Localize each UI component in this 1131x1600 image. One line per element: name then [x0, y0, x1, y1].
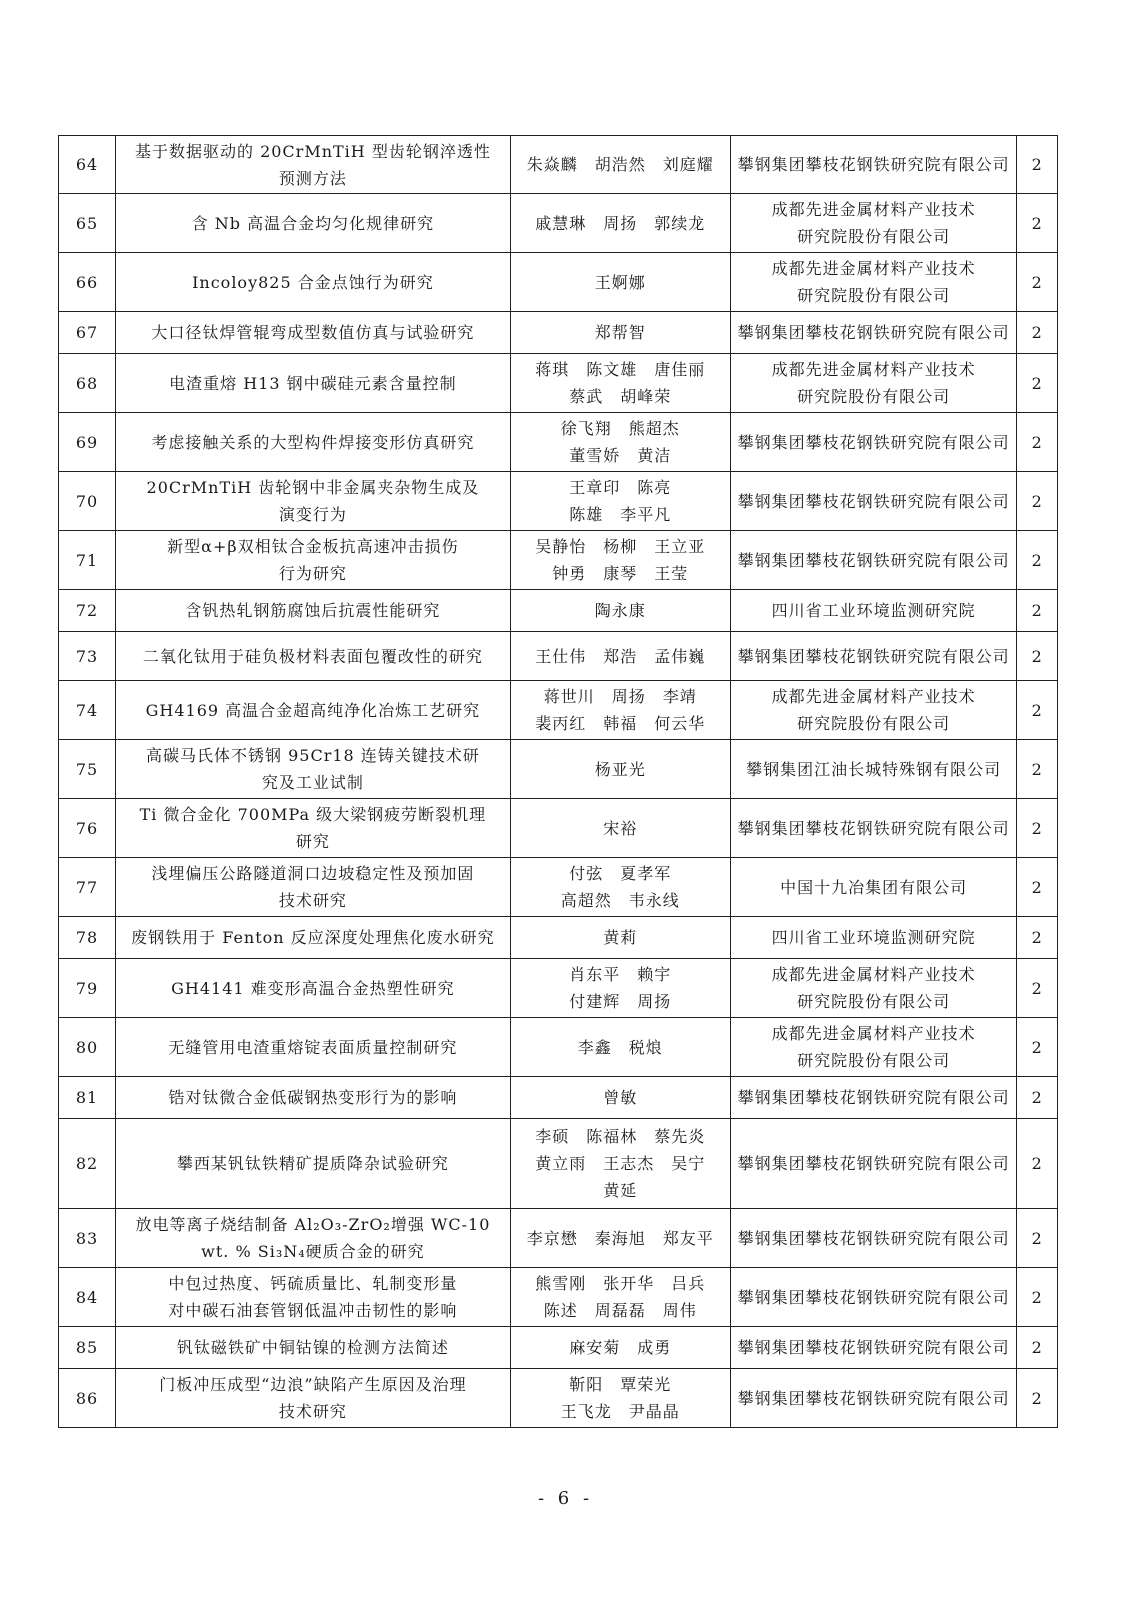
- paper-title: [116, 740, 511, 799]
- authors-line: 李鑫 税烺: [577, 1037, 663, 1057]
- paper-title-line: 无缝管用电渣重熔锭表面质量控制研究: [168, 1037, 458, 1057]
- organization: [730, 1018, 1017, 1077]
- authors-line: 宋裕: [603, 818, 638, 838]
- authors-line: 杨亚光: [594, 759, 646, 779]
- table-row: [59, 1209, 1058, 1268]
- authors-line: 王婀娜: [594, 272, 646, 292]
- table-row: [59, 472, 1058, 531]
- row-number: 82: [59, 1119, 116, 1209]
- row-number: 74: [59, 681, 116, 740]
- authors-line: 陈雄 李平凡: [569, 505, 672, 524]
- paper-title-line: 新型α+β双相钛合金板抗高速冲击损伤: [167, 537, 459, 556]
- organization-line: 攀钢集团攀枝花钢铁研究院有限公司: [737, 323, 1010, 342]
- paper-title-line: 基于数据驱动的 20CrMnTiH 型齿轮钢淬透性: [134, 141, 491, 161]
- row-number: 77: [59, 858, 116, 917]
- organization-line: 四川省工业环境监测研究院: [771, 928, 976, 947]
- organization-line: 攀钢集团攀枝花钢铁研究院有限公司: [737, 155, 1010, 174]
- authors: [510, 1119, 730, 1209]
- authors-line: 戚慧琳 周扬 郭续龙: [535, 213, 706, 233]
- paper-title: [116, 681, 511, 740]
- table-row: [59, 1077, 1058, 1119]
- table-row: [59, 858, 1058, 917]
- authors-line: 李硕 陈福林 蔡先炎: [535, 1127, 706, 1146]
- paper-title-line: 行为研究: [278, 564, 347, 583]
- paper-title-line: 预测方法: [278, 168, 347, 188]
- table-row: [59, 413, 1058, 472]
- organization-line: 攀钢集团攀枝花钢铁研究院有限公司: [737, 646, 1010, 666]
- authors: [510, 1268, 730, 1327]
- award-level: 2: [1017, 253, 1058, 312]
- paper-title-line: 电渣重熔 H13 钢中碳硅元素含量控制: [169, 373, 457, 393]
- authors-line: 蒋琪 陈文雄 唐佳丽: [535, 360, 706, 379]
- organization-line: 攀钢集团攀枝花钢铁研究院有限公司: [737, 1088, 1010, 1107]
- paper-title-line: Ti 微合金化 700MPa 级大梁钢疲劳断裂机理: [139, 805, 487, 824]
- table-row: [59, 312, 1058, 354]
- award-level: 2: [1017, 917, 1058, 959]
- organization-line: 攀钢集团攀枝花钢铁研究院有限公司: [737, 432, 1010, 452]
- organization: [730, 1077, 1017, 1119]
- row-number: 68: [59, 354, 116, 413]
- paper-title-line: GH4141 难变形高温合金热塑性研究: [171, 978, 455, 998]
- award-level: 2: [1017, 472, 1058, 531]
- authors-line: 蒋世川 周扬 李靖: [543, 687, 697, 706]
- paper-title: [116, 354, 511, 413]
- row-number: 85: [59, 1327, 116, 1369]
- organization-line: 成都先进金属材料产业技术: [771, 259, 976, 278]
- row-number: 76: [59, 799, 116, 858]
- paper-title-line: 废钢铁用于 Fenton 反应深度处理焦化废水研究: [131, 928, 495, 947]
- award-level: 2: [1017, 1369, 1058, 1428]
- organization-line: 研究院股份有限公司: [797, 992, 951, 1011]
- organization: [730, 917, 1017, 959]
- table-row: [59, 740, 1058, 799]
- organization-line: 攀钢集团攀枝花钢铁研究院有限公司: [737, 491, 1010, 511]
- paper-title: [116, 590, 511, 632]
- paper-title: [116, 917, 511, 959]
- paper-title: [116, 959, 511, 1018]
- paper-title: [116, 194, 511, 253]
- organization: [730, 799, 1017, 858]
- paper-title-line: 高碳马氏体不锈钢 95Cr18 连铸关键技术研: [146, 746, 480, 765]
- authors: [510, 136, 730, 194]
- authors-line: 郑帮智: [594, 323, 646, 342]
- table-row: [59, 681, 1058, 740]
- organization-line: 攀钢集团攀枝花钢铁研究院有限公司: [737, 550, 1010, 570]
- organization-line: 四川省工业环境监测研究院: [771, 601, 976, 620]
- row-number: 80: [59, 1018, 116, 1077]
- authors-line: 靳阳 覃荣光: [569, 1375, 672, 1394]
- authors-line: 麻安菊 成勇: [569, 1338, 672, 1357]
- authors: [510, 253, 730, 312]
- organization: [730, 472, 1017, 531]
- award-level: 2: [1017, 354, 1058, 413]
- paper-title-line: 技术研究: [278, 891, 347, 910]
- paper-title: [116, 253, 511, 312]
- award-level: 2: [1017, 681, 1058, 740]
- table-row: [59, 632, 1058, 681]
- authors: [510, 1077, 730, 1119]
- authors: [510, 1209, 730, 1268]
- authors-line: 朱焱麟 胡浩然 刘庭耀: [526, 155, 714, 174]
- authors-line: 高超然 韦永线: [560, 891, 680, 910]
- row-number: 66: [59, 253, 116, 312]
- row-number: 70: [59, 472, 116, 531]
- table-row: [59, 1327, 1058, 1369]
- paper-title-line: wt. % Si₃N₄硬质合金的研究: [201, 1242, 425, 1261]
- organization-line: 攀钢集团攀枝花钢铁研究院有限公司: [737, 1154, 1010, 1173]
- paper-title-line: 考虑接触关系的大型构件焊接变形仿真研究: [151, 432, 475, 452]
- organization: [730, 681, 1017, 740]
- organization-line: 研究院股份有限公司: [797, 1051, 951, 1070]
- authors-line: 王仕伟 郑浩 孟伟巍: [535, 646, 706, 666]
- organization-line: 成都先进金属材料产业技术: [771, 200, 976, 219]
- authors: [510, 1327, 730, 1369]
- table-row: [59, 590, 1058, 632]
- organization: [730, 531, 1017, 590]
- paper-title: [116, 531, 511, 590]
- row-number: 78: [59, 917, 116, 959]
- organization-line: 成都先进金属材料产业技术: [771, 1024, 976, 1043]
- authors-line: 徐飞翔 熊超杰: [560, 419, 680, 438]
- authors-line: 陈述 周磊磊 周伟: [543, 1301, 697, 1320]
- organization-line: 攀钢集团攀枝花钢铁研究院有限公司: [737, 1287, 1010, 1307]
- organization: [730, 1369, 1017, 1428]
- authors-line: 蔡武 胡峰荣: [569, 387, 672, 406]
- table-row: [59, 253, 1058, 312]
- authors: [510, 590, 730, 632]
- organization-line: 研究院股份有限公司: [797, 286, 951, 305]
- authors: [510, 1369, 730, 1428]
- authors: [510, 681, 730, 740]
- organization-line: 研究院股份有限公司: [797, 714, 951, 733]
- organization: [730, 1119, 1017, 1209]
- authors-line: 王章印 陈亮: [569, 478, 672, 497]
- organization: [730, 959, 1017, 1018]
- authors-line: 董雪娇 黄洁: [569, 446, 672, 465]
- authors: [510, 312, 730, 354]
- paper-title-line: 浅埋偏压公路隧道洞口边坡稳定性及预加固: [151, 864, 475, 883]
- row-number: 72: [59, 590, 116, 632]
- organization-line: 攀钢集团攀枝花钢铁研究院有限公司: [737, 1338, 1010, 1357]
- paper-title-line: 技术研究: [278, 1402, 347, 1421]
- row-number: 65: [59, 194, 116, 253]
- organization: [730, 194, 1017, 253]
- award-level: 2: [1017, 799, 1058, 858]
- organization-line: 中国十九冶集团有限公司: [780, 877, 968, 897]
- row-number: 75: [59, 740, 116, 799]
- authors-line: 李京懋 秦海旭 郑友平: [526, 1228, 714, 1248]
- table-row: [59, 531, 1058, 590]
- organization: [730, 590, 1017, 632]
- paper-title-line: 对中碳石油套管钢低温冲击韧性的影响: [168, 1301, 458, 1320]
- award-level: 2: [1017, 959, 1058, 1018]
- organization: [730, 354, 1017, 413]
- paper-title-line: 二氧化钛用于硅负极材料表面包覆改性的研究: [142, 646, 483, 666]
- organization-line: 成都先进金属材料产业技术: [771, 965, 976, 984]
- authors-line: 钟勇 康琴 王莹: [552, 564, 689, 583]
- award-level: 2: [1017, 1209, 1058, 1268]
- table-row: [59, 799, 1058, 858]
- authors: [510, 472, 730, 531]
- table-row: [59, 136, 1058, 194]
- row-number: 73: [59, 632, 116, 681]
- authors: [510, 917, 730, 959]
- paper-title: [116, 136, 511, 194]
- paper-title: [116, 1018, 511, 1077]
- paper-title-line: 20CrMnTiH 齿轮钢中非金属夹杂物生成及: [146, 478, 480, 497]
- paper-title-line: 中包过热度、钙硫质量比、轧制变形量: [168, 1274, 458, 1293]
- organization: [730, 253, 1017, 312]
- organization: [730, 740, 1017, 799]
- paper-title-line: 放电等离子烧结制备 Al₂O₃-ZrO₂增强 WC-10: [135, 1215, 491, 1234]
- authors-line: 付建辉 周扬: [569, 992, 672, 1011]
- row-number: 86: [59, 1369, 116, 1428]
- paper-title-line: 究及工业试制: [261, 773, 364, 792]
- organization-line: 攀钢集团攀枝花钢铁研究院有限公司: [737, 818, 1010, 838]
- award-table-body: [59, 136, 1058, 1428]
- organization: [730, 312, 1017, 354]
- authors: [510, 354, 730, 413]
- table-row: [59, 1119, 1058, 1209]
- award-level: 2: [1017, 136, 1058, 194]
- paper-title-line: 门板冲压成型“边浪”缺陷产生原因及治理: [159, 1375, 467, 1394]
- table-row: [59, 1018, 1058, 1077]
- paper-title: [116, 1077, 511, 1119]
- authors: [510, 632, 730, 681]
- authors: [510, 858, 730, 917]
- paper-title: [116, 1119, 511, 1209]
- authors: [510, 194, 730, 253]
- organization: [730, 413, 1017, 472]
- authors-line: 黄莉: [603, 928, 638, 947]
- organization-line: 研究院股份有限公司: [797, 387, 951, 406]
- authors: [510, 740, 730, 799]
- award-level: 2: [1017, 1077, 1058, 1119]
- paper-title: [116, 1327, 511, 1369]
- authors-line: 曾敏: [603, 1088, 638, 1107]
- organization: [730, 1327, 1017, 1369]
- authors-line: 陶永康: [594, 601, 646, 620]
- authors-line: 熊雪刚 张开华 吕兵: [535, 1274, 706, 1293]
- paper-title: [116, 632, 511, 681]
- paper-title-line: 研究: [295, 832, 330, 851]
- organization-line: 研究院股份有限公司: [797, 227, 951, 246]
- organization: [730, 1268, 1017, 1327]
- award-level: 2: [1017, 312, 1058, 354]
- authors: [510, 959, 730, 1018]
- paper-title: [116, 858, 511, 917]
- paper-title-line: 攀西某钒钛铁精矿提质降杂试验研究: [176, 1154, 449, 1173]
- organization-line: 攀钢集团江油长城特殊钢有限公司: [746, 759, 1002, 779]
- organization-line: 攀钢集团攀枝花钢铁研究院有限公司: [737, 1388, 1010, 1408]
- paper-title-line: 大口径钛焊管辊弯成型数值仿真与试验研究: [151, 323, 475, 342]
- row-number: 71: [59, 531, 116, 590]
- table-row: [59, 917, 1058, 959]
- organization: [730, 136, 1017, 194]
- award-level: 2: [1017, 858, 1058, 917]
- table-row: [59, 1268, 1058, 1327]
- authors-line: 肖东平 赖宇: [569, 965, 672, 984]
- paper-title: [116, 1268, 511, 1327]
- table-row: [59, 1369, 1058, 1428]
- authors-line: 黄延: [603, 1181, 638, 1200]
- authors-line: 王飞龙 尹晶晶: [560, 1402, 680, 1421]
- award-level: 2: [1017, 531, 1058, 590]
- authors: [510, 799, 730, 858]
- paper-title-line: 演变行为: [278, 505, 347, 524]
- organization-line: 攀钢集团攀枝花钢铁研究院有限公司: [737, 1228, 1010, 1248]
- organization-line: 成都先进金属材料产业技术: [771, 360, 976, 379]
- table-row: [59, 354, 1058, 413]
- paper-title-line: Incoloy825 合金点蚀行为研究: [192, 272, 434, 292]
- authors-line: 黄立雨 王志杰 吴宁: [535, 1154, 706, 1173]
- paper-title-line: GH4169 高温合金超高纯净化冶炼工艺研究: [145, 700, 481, 720]
- row-number: 64: [59, 136, 116, 194]
- table-row: [59, 959, 1058, 1018]
- authors-line: 裴丙红 韩福 何云华: [535, 714, 706, 733]
- award-level: 2: [1017, 194, 1058, 253]
- authors: [510, 413, 730, 472]
- authors: [510, 1018, 730, 1077]
- paper-title-line: 含 Nb 高温合金均匀化规律研究: [191, 213, 435, 233]
- row-number: 83: [59, 1209, 116, 1268]
- award-level: 2: [1017, 1018, 1058, 1077]
- award-level: 2: [1017, 590, 1058, 632]
- row-number: 67: [59, 312, 116, 354]
- table-row: [59, 194, 1058, 253]
- paper-title: [116, 1209, 511, 1268]
- organization: [730, 1209, 1017, 1268]
- page-number: - 6 -: [537, 1488, 594, 1509]
- award-level: 2: [1017, 1268, 1058, 1327]
- row-number: 81: [59, 1077, 116, 1119]
- award-level: 2: [1017, 1327, 1058, 1369]
- row-number: 79: [59, 959, 116, 1018]
- organization: [730, 858, 1017, 917]
- award-level: 2: [1017, 1119, 1058, 1209]
- award-level: 2: [1017, 740, 1058, 799]
- authors-line: 吴静怡 杨柳 王立亚: [535, 537, 706, 556]
- paper-title-line: 钒钛磁铁矿中铜钴镍的检测方法简述: [176, 1338, 449, 1357]
- award-level: 2: [1017, 632, 1058, 681]
- authors: [510, 531, 730, 590]
- organization-line: 成都先进金属材料产业技术: [771, 687, 976, 706]
- paper-title-line: 锆对钛微合金低碳钢热变形行为的影响: [168, 1088, 458, 1107]
- row-number: 84: [59, 1268, 116, 1327]
- award-level: 2: [1017, 413, 1058, 472]
- authors-line: 付弦 夏孝军: [569, 864, 672, 883]
- row-number: 69: [59, 413, 116, 472]
- paper-title: [116, 413, 511, 472]
- paper-title: [116, 472, 511, 531]
- paper-title: [116, 312, 511, 354]
- paper-title: [116, 799, 511, 858]
- award-table: [58, 135, 1058, 1428]
- paper-title-line: 含钒热轧钢筋腐蚀后抗震性能研究: [185, 601, 441, 620]
- paper-title: [116, 1369, 511, 1428]
- organization: [730, 632, 1017, 681]
